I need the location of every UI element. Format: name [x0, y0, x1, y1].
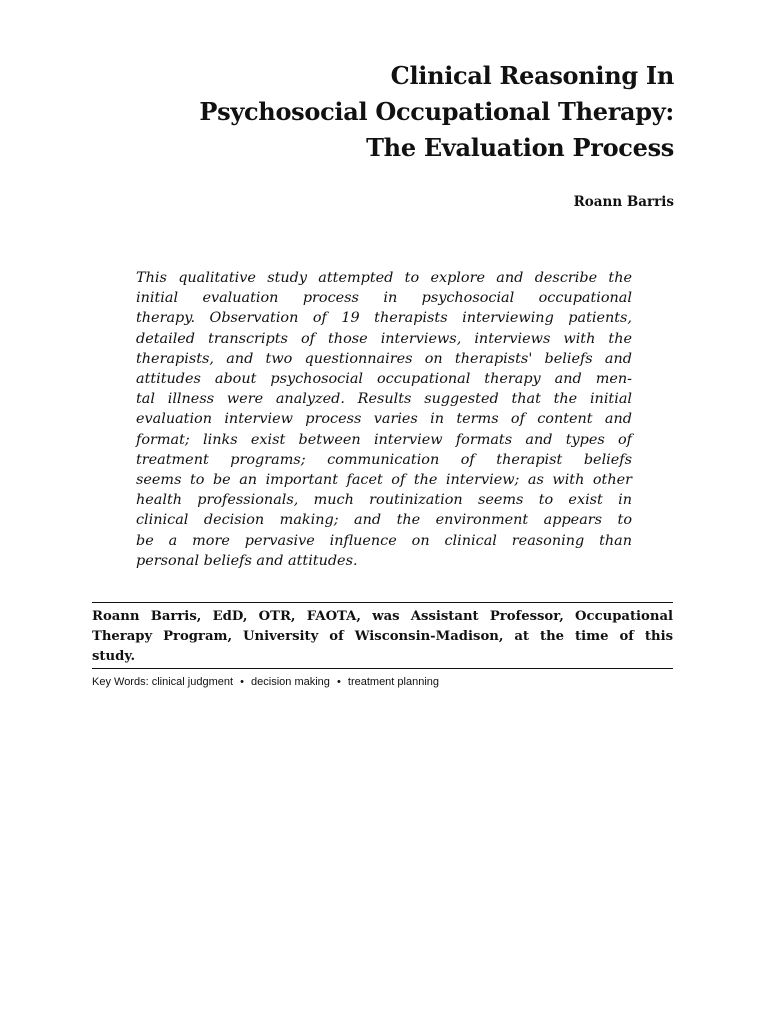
abstract-line: tal illness were analyzed. Results suggested that the initial — [136, 391, 632, 408]
abstract-line: format; links exist between interview formats and types of — [136, 431, 632, 448]
abstract-line: clinical decision making; and the environment appears to — [136, 512, 632, 529]
title-line-1: Clinical Reasoning In — [390, 61, 674, 90]
abstract-line: This qualitative study attempted to explore and describe the — [136, 270, 632, 286]
abstract-line: health professionals, much routinization seems to exist in — [136, 492, 632, 509]
affiliation-line: Therapy Program, University of Wisconsin-Madison, at the time of this — [92, 629, 673, 644]
keyword-separator: • — [240, 676, 244, 688]
keyword-item: clinical judgment — [151, 676, 234, 688]
abstract-line: therapists, and two questionnaires on therapists' beliefs and — [136, 350, 632, 367]
abstract-line: evaluation interview process varies in terms of content and — [136, 411, 632, 428]
affiliation-rule-bottom — [92, 668, 673, 669]
abstract — [136, 268, 632, 571]
abstract-line: detailed transcripts of those interviews, interviews with the — [136, 330, 632, 347]
keyword-separator: • — [336, 676, 341, 688]
keywords-label: Key Words: — [92, 676, 149, 688]
abstract-line: initial evaluation process in psychosocial occupational — [136, 290, 632, 307]
author-affiliation — [92, 607, 673, 667]
abstract-line: be a more pervasive influence on clinical reasoning than — [136, 532, 632, 549]
title-line-2: Psychosocial Occupational Therapy: — [199, 97, 674, 126]
abstract-line: seems to be an important facet of the interview; as with other — [136, 472, 632, 489]
paper-title — [74, 58, 674, 166]
affiliation-line: Roann Barris, EdD, OTR, FAOTA, was Assistant Professor, Occupational — [92, 609, 673, 624]
affiliation-line: study. — [92, 649, 136, 664]
keywords — [92, 676, 439, 688]
affiliation-rule-top — [92, 602, 673, 603]
keyword-item: treatment planning — [347, 676, 440, 688]
abstract-line: treatment programs; communication of therapist beliefs — [136, 451, 632, 468]
abstract-line: attitudes about psychosocial occupational therapy and men- — [136, 371, 632, 388]
abstract-line: personal beliefs and attitudes. — [136, 552, 358, 569]
keyword-item: decision making — [251, 676, 330, 688]
title-line-3: The Evaluation Process — [366, 133, 674, 162]
abstract-line: therapy. Observation of 19 therapists interviewing patients, — [136, 310, 632, 327]
author-name: Roann Barris — [573, 194, 674, 210]
